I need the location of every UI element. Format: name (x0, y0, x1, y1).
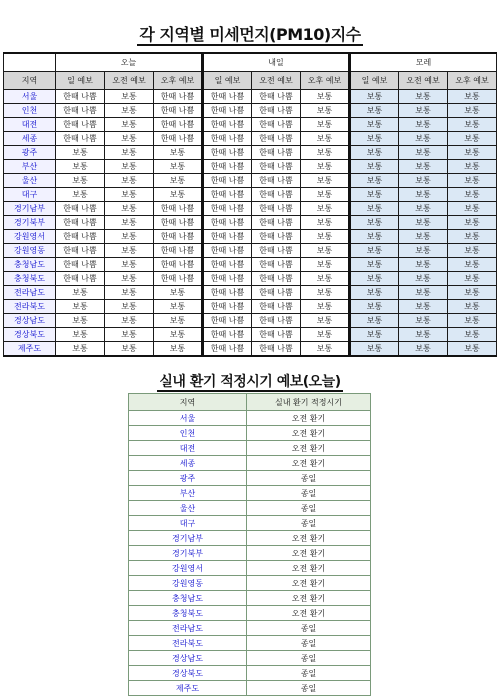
forecast-cell: 보통 (301, 286, 350, 300)
forecast-cell: 한때 나쁨 (56, 90, 105, 104)
day-header-today: 오늘 (56, 53, 203, 72)
forecast-cell: 한때 나쁨 (252, 216, 301, 230)
region-cell: 충청남도 (4, 258, 56, 272)
forecast-cell: 보통 (301, 272, 350, 286)
forecast-cell: 한때 나쁨 (56, 230, 105, 244)
pm-title: 각 지역별 미세먼지(PM10)지수 (139, 25, 361, 44)
forecast-cell: 보통 (154, 286, 203, 300)
forecast-cell: 보통 (350, 90, 399, 104)
forecast-cell: 보통 (105, 146, 154, 160)
forecast-cell: 보통 (399, 342, 448, 357)
forecast-cell: 보통 (56, 146, 105, 160)
forecast-cell: 보통 (154, 160, 203, 174)
vent-time-cell: 오전 환기 (247, 561, 371, 576)
vent-region-cell: 전라남도 (129, 621, 247, 636)
pm-table-body (4, 90, 497, 357)
vent-region-cell: 부산 (129, 486, 247, 501)
period-header: 일 예보 (56, 72, 105, 90)
forecast-cell: 보통 (399, 188, 448, 202)
forecast-cell: 보통 (301, 328, 350, 342)
forecast-cell: 한때 나쁨 (203, 174, 252, 188)
forecast-cell: 보통 (399, 146, 448, 160)
forecast-cell: 보통 (350, 202, 399, 216)
table-row (129, 666, 371, 681)
forecast-cell: 한때 나쁨 (252, 258, 301, 272)
pm-day-header-row (4, 53, 497, 72)
vent-time-cell: 종일 (247, 651, 371, 666)
forecast-cell: 보통 (154, 314, 203, 328)
forecast-cell: 한때 나쁨 (252, 104, 301, 118)
forecast-cell: 한때 나쁨 (154, 216, 203, 230)
vent-time-cell: 오전 환기 (247, 441, 371, 456)
forecast-cell: 보통 (301, 244, 350, 258)
forecast-cell: 보통 (448, 188, 497, 202)
forecast-cell: 보통 (399, 132, 448, 146)
region-cell: 전라북도 (4, 300, 56, 314)
forecast-cell: 한때 나쁨 (56, 258, 105, 272)
region-cell: 세종 (4, 132, 56, 146)
table-row (4, 174, 497, 188)
forecast-cell: 보통 (301, 314, 350, 328)
forecast-cell: 한때 나쁨 (154, 132, 203, 146)
forecast-cell: 보통 (105, 216, 154, 230)
vent-region-cell: 서울 (129, 411, 247, 426)
vent-header-region: 지역 (129, 394, 247, 411)
forecast-cell: 보통 (448, 160, 497, 174)
forecast-cell: 한때 나쁨 (154, 202, 203, 216)
table-row (4, 328, 497, 342)
forecast-cell: 보통 (56, 160, 105, 174)
vent-time-cell: 종일 (247, 636, 371, 651)
forecast-cell: 보통 (105, 118, 154, 132)
forecast-cell: 보통 (448, 118, 497, 132)
forecast-cell: 보통 (154, 174, 203, 188)
forecast-cell: 보통 (448, 342, 497, 357)
forecast-cell: 보통 (448, 230, 497, 244)
forecast-cell: 보통 (448, 132, 497, 146)
table-row (4, 118, 497, 132)
region-cell: 경상북도 (4, 328, 56, 342)
region-cell: 대구 (4, 188, 56, 202)
forecast-cell: 보통 (105, 188, 154, 202)
forecast-cell: 보통 (350, 300, 399, 314)
region-cell: 울산 (4, 174, 56, 188)
vent-time-cell: 오전 환기 (247, 456, 371, 471)
vent-region-cell: 광주 (129, 471, 247, 486)
forecast-cell: 보통 (154, 300, 203, 314)
forecast-cell: 보통 (350, 328, 399, 342)
forecast-cell: 보통 (105, 230, 154, 244)
forecast-cell: 보통 (56, 314, 105, 328)
forecast-cell: 보통 (448, 300, 497, 314)
forecast-cell: 보통 (399, 104, 448, 118)
forecast-cell: 보통 (301, 174, 350, 188)
region-cell: 강원영동 (4, 244, 56, 258)
forecast-cell: 보통 (154, 342, 203, 357)
day-header-day-after: 모레 (350, 53, 497, 72)
forecast-cell: 한때 나쁨 (252, 188, 301, 202)
vent-region-cell: 세종 (129, 456, 247, 471)
vent-time-cell: 종일 (247, 471, 371, 486)
region-cell: 부산 (4, 160, 56, 174)
table-row (129, 501, 371, 516)
table-row (4, 244, 497, 258)
table-row (4, 202, 497, 216)
forecast-cell: 보통 (56, 342, 105, 357)
forecast-cell: 보통 (350, 342, 399, 357)
forecast-cell: 보통 (448, 146, 497, 160)
forecast-cell: 보통 (301, 216, 350, 230)
forecast-cell: 한때 나쁨 (203, 146, 252, 160)
table-row (129, 471, 371, 486)
region-cell: 서울 (4, 90, 56, 104)
vent-time-cell: 종일 (247, 516, 371, 531)
forecast-cell: 한때 나쁨 (203, 160, 252, 174)
forecast-cell: 보통 (56, 300, 105, 314)
forecast-cell: 보통 (301, 300, 350, 314)
forecast-cell: 보통 (448, 216, 497, 230)
vent-time-cell: 오전 환기 (247, 591, 371, 606)
pm10-table (3, 52, 497, 357)
vent-region-cell: 경상북도 (129, 666, 247, 681)
table-row (4, 104, 497, 118)
forecast-cell: 보통 (399, 272, 448, 286)
region-cell: 강원영서 (4, 230, 56, 244)
table-row (129, 636, 371, 651)
forecast-cell: 한때 나쁨 (154, 244, 203, 258)
period-header: 일 예보 (350, 72, 399, 90)
vent-region-cell: 제주도 (129, 681, 247, 696)
forecast-cell: 한때 나쁨 (154, 118, 203, 132)
region-cell: 경상남도 (4, 314, 56, 328)
forecast-cell: 한때 나쁨 (203, 104, 252, 118)
forecast-cell: 보통 (350, 230, 399, 244)
vent-time-cell: 종일 (247, 486, 371, 501)
vent-region-cell: 경기북부 (129, 546, 247, 561)
forecast-cell: 보통 (399, 258, 448, 272)
forecast-cell: 보통 (399, 314, 448, 328)
forecast-cell: 한때 나쁨 (252, 146, 301, 160)
vent-region-cell: 강원영서 (129, 561, 247, 576)
forecast-cell: 보통 (350, 132, 399, 146)
forecast-cell: 보통 (448, 104, 497, 118)
region-cell: 충청북도 (4, 272, 56, 286)
forecast-cell: 보통 (448, 174, 497, 188)
table-row (129, 516, 371, 531)
forecast-cell: 보통 (350, 286, 399, 300)
forecast-cell: 보통 (154, 188, 203, 202)
forecast-cell: 한때 나쁨 (203, 90, 252, 104)
vent-region-cell: 충청북도 (129, 606, 247, 621)
forecast-cell: 보통 (301, 188, 350, 202)
forecast-cell: 한때 나쁨 (154, 272, 203, 286)
forecast-cell: 보통 (399, 244, 448, 258)
vent-title: 실내 환기 적정시기 예보(오늘) (159, 374, 341, 390)
forecast-cell: 보통 (448, 314, 497, 328)
forecast-cell: 한때 나쁨 (203, 132, 252, 146)
region-cell: 인천 (4, 104, 56, 118)
forecast-cell: 보통 (448, 202, 497, 216)
forecast-cell: 보통 (301, 90, 350, 104)
forecast-cell: 한때 나쁨 (252, 132, 301, 146)
table-row (4, 160, 497, 174)
forecast-cell: 한때 나쁨 (56, 132, 105, 146)
forecast-cell: 보통 (399, 118, 448, 132)
region-cell: 제주도 (4, 342, 56, 357)
region-cell: 전라남도 (4, 286, 56, 300)
forecast-cell: 한때 나쁨 (154, 230, 203, 244)
vent-time-cell: 종일 (247, 501, 371, 516)
forecast-cell: 보통 (350, 174, 399, 188)
forecast-cell: 보통 (154, 146, 203, 160)
forecast-cell: 보통 (350, 104, 399, 118)
forecast-cell: 보통 (350, 160, 399, 174)
table-row (4, 342, 497, 357)
vent-region-cell: 울산 (129, 501, 247, 516)
forecast-cell: 보통 (399, 300, 448, 314)
table-row (129, 546, 371, 561)
period-header: 오전 예보 (252, 72, 301, 90)
forecast-cell: 보통 (105, 90, 154, 104)
vent-time-cell: 종일 (247, 681, 371, 696)
pm-header-blank (4, 53, 56, 72)
vent-header-row (129, 394, 371, 411)
forecast-cell: 한때 나쁨 (203, 244, 252, 258)
forecast-cell: 보통 (105, 244, 154, 258)
forecast-cell: 보통 (105, 314, 154, 328)
forecast-cell: 한때 나쁨 (252, 328, 301, 342)
forecast-cell: 한때 나쁨 (203, 258, 252, 272)
forecast-cell: 보통 (105, 160, 154, 174)
forecast-cell: 보통 (448, 244, 497, 258)
period-header: 오후 예보 (448, 72, 497, 90)
period-header: 오전 예보 (399, 72, 448, 90)
forecast-cell: 한때 나쁨 (203, 188, 252, 202)
forecast-cell: 보통 (399, 174, 448, 188)
forecast-cell: 한때 나쁨 (56, 272, 105, 286)
forecast-cell: 보통 (399, 90, 448, 104)
vent-region-cell: 인천 (129, 426, 247, 441)
table-row (4, 216, 497, 230)
forecast-cell: 보통 (105, 272, 154, 286)
vent-region-cell: 대구 (129, 516, 247, 531)
region-cell: 광주 (4, 146, 56, 160)
period-header: 오전 예보 (105, 72, 154, 90)
forecast-cell: 한때 나쁨 (154, 90, 203, 104)
forecast-cell: 보통 (301, 118, 350, 132)
vent-region-cell: 강원영동 (129, 576, 247, 591)
forecast-cell: 한때 나쁨 (252, 202, 301, 216)
forecast-cell: 보통 (350, 258, 399, 272)
vent-time-cell: 오전 환기 (247, 606, 371, 621)
vent-time-cell: 오전 환기 (247, 411, 371, 426)
forecast-cell: 보통 (105, 258, 154, 272)
vent-time-cell: 오전 환기 (247, 531, 371, 546)
table-row (129, 606, 371, 621)
forecast-cell: 보통 (105, 132, 154, 146)
forecast-cell: 한때 나쁨 (252, 342, 301, 357)
vent-time-cell: 종일 (247, 621, 371, 636)
forecast-cell: 한때 나쁨 (203, 230, 252, 244)
table-row (129, 621, 371, 636)
table-row (129, 426, 371, 441)
forecast-cell: 한때 나쁨 (252, 118, 301, 132)
forecast-cell: 보통 (105, 202, 154, 216)
forecast-cell: 보통 (448, 286, 497, 300)
forecast-cell: 보통 (105, 342, 154, 357)
forecast-cell: 보통 (105, 286, 154, 300)
region-cell: 경기북부 (4, 216, 56, 230)
forecast-cell: 한때 나쁨 (203, 314, 252, 328)
forecast-cell: 보통 (399, 286, 448, 300)
forecast-cell: 보통 (399, 202, 448, 216)
forecast-cell: 한때 나쁨 (252, 314, 301, 328)
table-row (4, 230, 497, 244)
forecast-cell: 보통 (448, 258, 497, 272)
table-row (4, 272, 497, 286)
vent-region-cell: 전라북도 (129, 636, 247, 651)
table-row (4, 132, 497, 146)
forecast-cell: 한때 나쁨 (203, 272, 252, 286)
forecast-cell: 보통 (448, 272, 497, 286)
forecast-cell: 보통 (301, 160, 350, 174)
forecast-cell: 한때 나쁨 (252, 90, 301, 104)
table-row (129, 561, 371, 576)
forecast-cell: 보통 (399, 230, 448, 244)
vent-region-cell: 대전 (129, 441, 247, 456)
forecast-cell: 한때 나쁨 (252, 230, 301, 244)
forecast-cell: 한때 나쁨 (56, 118, 105, 132)
forecast-cell: 한때 나쁨 (252, 300, 301, 314)
table-row (129, 441, 371, 456)
forecast-cell: 보통 (350, 216, 399, 230)
forecast-cell: 보통 (105, 174, 154, 188)
period-header: 일 예보 (203, 72, 252, 90)
day-header-tomorrow: 내일 (203, 53, 350, 72)
table-row (129, 456, 371, 471)
forecast-cell: 보통 (154, 328, 203, 342)
table-row (129, 486, 371, 501)
forecast-cell: 한때 나쁨 (203, 300, 252, 314)
vent-region-cell: 충청남도 (129, 591, 247, 606)
forecast-cell: 보통 (301, 230, 350, 244)
forecast-cell: 보통 (301, 132, 350, 146)
period-header: 오후 예보 (154, 72, 203, 90)
forecast-cell: 보통 (301, 202, 350, 216)
forecast-cell: 한때 나쁨 (203, 286, 252, 300)
table-row (4, 258, 497, 272)
forecast-cell: 보통 (56, 328, 105, 342)
forecast-cell: 보통 (399, 216, 448, 230)
forecast-cell: 한때 나쁨 (252, 174, 301, 188)
forecast-cell: 보통 (399, 160, 448, 174)
table-row (129, 576, 371, 591)
forecast-cell: 보통 (56, 286, 105, 300)
region-cell: 경기남부 (4, 202, 56, 216)
forecast-cell: 보통 (105, 300, 154, 314)
forecast-cell: 보통 (448, 328, 497, 342)
vent-region-cell: 경기남부 (129, 531, 247, 546)
forecast-cell: 한때 나쁨 (56, 104, 105, 118)
forecast-cell: 보통 (301, 104, 350, 118)
forecast-cell: 한때 나쁨 (56, 244, 105, 258)
forecast-cell: 한때 나쁨 (154, 258, 203, 272)
table-row (129, 651, 371, 666)
forecast-cell: 보통 (448, 90, 497, 104)
forecast-cell: 한때 나쁨 (203, 118, 252, 132)
vent-table-body (129, 411, 371, 696)
forecast-cell: 보통 (301, 342, 350, 357)
forecast-cell: 보통 (350, 244, 399, 258)
table-row (129, 411, 371, 426)
forecast-cell: 한때 나쁨 (56, 216, 105, 230)
forecast-cell: 보통 (56, 174, 105, 188)
forecast-cell: 보통 (350, 272, 399, 286)
forecast-cell: 보통 (301, 146, 350, 160)
forecast-cell: 보통 (105, 104, 154, 118)
table-row (4, 188, 497, 202)
table-row (129, 681, 371, 696)
period-header: 오후 예보 (301, 72, 350, 90)
forecast-cell: 보통 (350, 188, 399, 202)
region-cell: 대전 (4, 118, 56, 132)
forecast-cell: 한때 나쁨 (203, 328, 252, 342)
table-row (4, 286, 497, 300)
forecast-cell: 한때 나쁨 (203, 342, 252, 357)
vent-region-cell: 경상남도 (129, 651, 247, 666)
forecast-cell: 한때 나쁨 (154, 104, 203, 118)
vent-time-cell: 종일 (247, 666, 371, 681)
table-row (4, 146, 497, 160)
table-row (4, 314, 497, 328)
vent-time-cell: 오전 환기 (247, 426, 371, 441)
forecast-cell: 보통 (350, 118, 399, 132)
forecast-cell: 한때 나쁨 (252, 244, 301, 258)
table-row (4, 300, 497, 314)
forecast-cell: 보통 (105, 328, 154, 342)
vent-time-cell: 오전 환기 (247, 576, 371, 591)
forecast-cell: 한때 나쁨 (56, 202, 105, 216)
forecast-cell: 보통 (350, 146, 399, 160)
forecast-cell: 한때 나쁨 (252, 160, 301, 174)
forecast-cell: 보통 (350, 314, 399, 328)
table-row (129, 591, 371, 606)
vent-time-cell: 오전 환기 (247, 546, 371, 561)
pm-period-header-row (4, 72, 497, 90)
forecast-cell: 보통 (301, 258, 350, 272)
table-row (129, 531, 371, 546)
ventilation-table (128, 393, 371, 696)
forecast-cell: 한때 나쁨 (252, 286, 301, 300)
forecast-cell: 한때 나쁨 (203, 216, 252, 230)
table-row (4, 90, 497, 104)
forecast-cell: 보통 (56, 188, 105, 202)
region-header: 지역 (4, 72, 56, 90)
forecast-cell: 한때 나쁨 (252, 272, 301, 286)
forecast-cell: 한때 나쁨 (203, 202, 252, 216)
vent-header-time: 실내 환기 적정시기 (247, 394, 371, 411)
forecast-cell: 보통 (399, 328, 448, 342)
